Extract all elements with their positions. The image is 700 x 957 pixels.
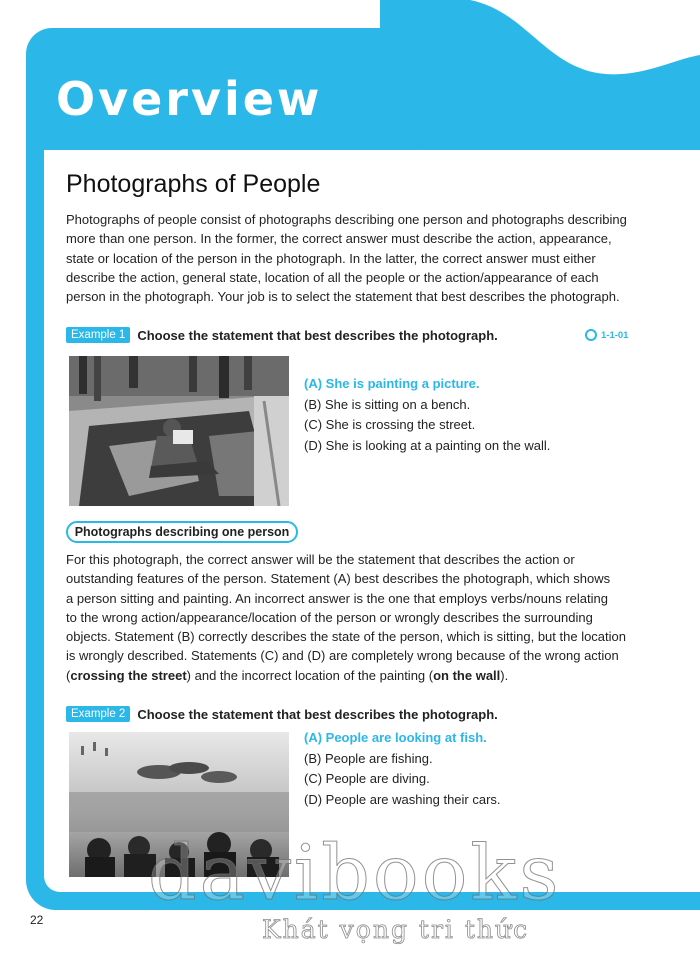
page-number: 22 bbox=[30, 913, 44, 927]
page-title: Overview bbox=[56, 72, 323, 126]
explanation-line: is wrongly described. Statements (C) and (D) are completely wrong because of the wrong action bbox=[66, 648, 619, 664]
explanation-line: objects. Statement (B) correctly describes the state of the person, which is sitting, but the location bbox=[66, 629, 626, 645]
section-title: Photographs of People bbox=[66, 170, 321, 198]
example1-options bbox=[304, 374, 550, 456]
explanation-line: to the wrong action/appearance/location of the person or wrongly describes the surrounding bbox=[66, 609, 593, 625]
example2-header bbox=[66, 706, 498, 722]
option-c[interactable]: (C) People are diving. bbox=[304, 771, 430, 786]
intro-line: Photographs of people consist of photographs describing one person and photographs describing bbox=[66, 212, 627, 227]
watermark-brand: davibooks bbox=[148, 828, 562, 917]
street-painting-image bbox=[69, 356, 289, 506]
intro-line: more than one person. In the former, the correct answer must describe the action, appearance, bbox=[66, 231, 612, 247]
intro-line: person in the photograph. Your job is to select the statement that best describes the photograph. bbox=[66, 289, 620, 305]
audio-track[interactable] bbox=[585, 329, 628, 341]
explanation-line: For this photograph, the correct answer will be the statement that describes the action or bbox=[66, 552, 575, 567]
bold-phrase: crossing the street bbox=[70, 667, 187, 683]
explanation-line: outstanding features of the person. Statement (A) best describes the photograph, which shows bbox=[66, 571, 611, 587]
example2-badge: Example 2 bbox=[66, 706, 130, 722]
watermark-tagline: Khát vọng tri thức bbox=[262, 915, 530, 944]
intro-line: describe the action, general state, location of all the people or the action/appearance of each bbox=[66, 269, 599, 285]
example2-question: Choose the statement that best describes the photograph. bbox=[137, 706, 498, 722]
intro-line: state or location of the person in the photograph. In the latter, the correct answer must either bbox=[66, 250, 596, 266]
explanation-line: a person sitting and painting. An incorrect answer is the one that employs verbs/nouns relating bbox=[66, 590, 608, 606]
explanation-paragraph bbox=[66, 550, 634, 685]
text-fragment: ) and the incorrect location of the painting ( bbox=[186, 667, 434, 683]
audio-track-icon bbox=[585, 329, 597, 341]
option-b[interactable]: (B) She is sitting on a bench. bbox=[304, 396, 471, 412]
option-d[interactable]: (D) People are washing their cars. bbox=[304, 791, 501, 807]
option-a[interactable]: (A) People are looking at fish. bbox=[304, 730, 487, 745]
intro-paragraph bbox=[66, 210, 634, 306]
option-b[interactable]: (B) People are fishing. bbox=[304, 750, 433, 766]
bold-phrase: on the wall bbox=[433, 667, 501, 683]
example1-header bbox=[66, 327, 498, 343]
option-d[interactable]: (D) She is looking at a painting on the wall. bbox=[304, 437, 551, 453]
example1-photo bbox=[69, 356, 289, 506]
text-fragment: ( bbox=[66, 667, 71, 683]
example2-options bbox=[304, 728, 501, 810]
example1-badge: Example 1 bbox=[66, 327, 130, 343]
audio-track-label: 1-1-01 bbox=[601, 329, 629, 341]
option-a[interactable]: (A) She is painting a picture. bbox=[304, 376, 480, 391]
option-c[interactable]: (C) She is crossing the street. bbox=[304, 417, 476, 432]
subsection-label: Photographs describing one person bbox=[66, 521, 298, 543]
text-fragment: ). bbox=[500, 667, 509, 683]
example1-question: Choose the statement that best describes the photograph. bbox=[137, 327, 498, 343]
explanation-last-line bbox=[66, 666, 634, 685]
